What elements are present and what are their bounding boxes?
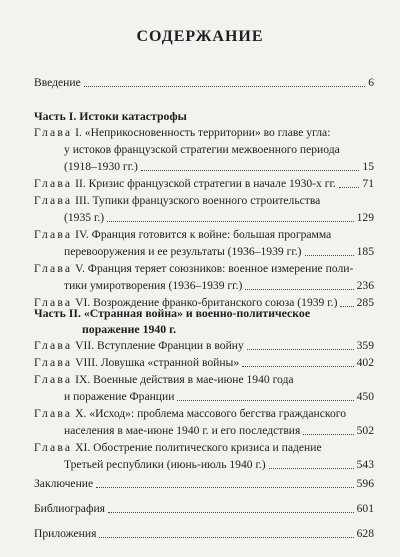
- dotted-leader: [108, 512, 354, 513]
- toc-chapter-entry: [34, 337, 374, 354]
- chapter-title-line: [34, 337, 374, 354]
- entry-page: 628: [356, 527, 374, 540]
- chapter-page-number: 129: [356, 211, 374, 224]
- chapter-title-continuation: [34, 277, 374, 294]
- chapter-text: Глава IX. Военные действия в мае-июне 1940 года: [34, 373, 294, 386]
- chapter-title-continuation: [34, 209, 374, 226]
- toc-chapter-entry: [34, 226, 374, 260]
- chapter-text: Глава II. Кризис французской стратегии в начале 1930-х гг.: [34, 177, 336, 190]
- page-title: СОДЕРЖАНИЕ: [136, 28, 264, 45]
- chapter-text: (1918–1930 гг.): [64, 160, 138, 173]
- chapter-title-line: [34, 371, 374, 388]
- chapter-page-number: 15: [362, 160, 374, 173]
- chapter-text: Третьей республики (июнь-июль 1940 г.): [64, 458, 266, 471]
- chapter-text: тики умиротворения (1936–1939 гг.): [64, 279, 243, 292]
- dotted-leader: [96, 487, 353, 488]
- chapter-title-line: [34, 354, 374, 371]
- chapter-title-continuation: [34, 456, 374, 473]
- dotted-leader: [177, 400, 353, 401]
- part-2-chapters: [34, 337, 374, 473]
- chapter-title-continuation: [34, 141, 374, 158]
- dotted-leader: [303, 434, 353, 435]
- entry-label: Введение: [34, 76, 81, 89]
- toc-entry-bibliography: [34, 500, 374, 517]
- entry-page: 596: [356, 477, 374, 490]
- part-2-title-line-2: поражение 1940 г.: [82, 322, 177, 336]
- dotted-leader: [242, 366, 353, 367]
- part-2-title-line-1: Часть II. «Странная война» и военно-политическое: [34, 306, 311, 320]
- chapter-title-continuation: [34, 388, 374, 405]
- chapter-text: Глава VI. Возрождение франко-британского союза (1939 г.): [34, 296, 338, 309]
- dotted-leader: [99, 537, 353, 538]
- toc-entry-intro: [34, 68, 374, 91]
- chapter-page-number: 185: [356, 245, 374, 258]
- chapter-text: Глава I. «Неприкосновенность территории» во главе угла:: [34, 126, 331, 139]
- chapter-page-number: 502: [356, 424, 374, 437]
- chapter-text: (1935 г.): [64, 211, 105, 224]
- chapter-title-line: [34, 439, 374, 456]
- chapter-text: у истоков французской стратегии межвоенного периода: [64, 143, 340, 156]
- toc-chapter-entry: [34, 354, 374, 371]
- chapter-text: Глава V. Франция теряет союзников: военное измерение поли-: [34, 262, 354, 275]
- chapter-text: Глава III. Тупики французского военного строительства: [34, 194, 321, 207]
- toc-chapter-entry: [34, 371, 374, 405]
- chapter-page-number: 359: [356, 339, 374, 352]
- chapter-title-line: [34, 260, 374, 277]
- part-1-section: [34, 108, 374, 311]
- chapter-text: Глава XI. Обострение политического кризиса и падение: [34, 441, 322, 454]
- chapter-title-continuation: [34, 243, 374, 260]
- chapter-page-number: 450: [356, 390, 374, 403]
- entry-label: Библиография: [34, 502, 106, 515]
- toc-entry-conclusion: [34, 475, 374, 492]
- dotted-leader: [339, 187, 360, 188]
- chapter-text: Глава VII. Вступление Франции в войну: [34, 339, 244, 352]
- chapter-title-line: [34, 124, 374, 141]
- chapter-title-line: [34, 226, 374, 243]
- dotted-leader: [107, 221, 353, 222]
- part-1-chapters: [34, 124, 374, 311]
- dotted-leader: [245, 289, 353, 290]
- toc-chapter-entry: [34, 192, 374, 226]
- dotted-leader: [269, 468, 354, 469]
- chapter-page-number: 236: [356, 279, 374, 292]
- entry-label: Приложения: [34, 527, 97, 540]
- chapter-page-number: 402: [356, 356, 374, 369]
- chapter-text: Глава IV. Франция готовится к войне: большая программа: [34, 228, 332, 241]
- toc-chapter-entry: [34, 260, 374, 294]
- chapter-text: перевооружения и ее результаты (1936–1939 гг.): [64, 245, 302, 258]
- entry-page: 601: [356, 502, 374, 515]
- chapter-title-line: [34, 175, 374, 192]
- dotted-leader: [84, 86, 365, 87]
- dotted-leader: [305, 255, 354, 256]
- chapter-title-continuation: [34, 158, 374, 175]
- chapter-text: Глава VIII. Ловушка «странной войны»: [34, 356, 240, 369]
- dotted-leader: [247, 349, 354, 350]
- chapter-page-number: 285: [356, 296, 374, 309]
- toc-chapter-entry: [34, 405, 374, 439]
- part-1-title: Часть I. Истоки катастрофы: [34, 109, 187, 123]
- chapter-text: и поражение Франции: [64, 390, 175, 403]
- chapter-title-continuation: [34, 422, 374, 439]
- toc-entry-appendix: [34, 525, 374, 542]
- part-2-section: [34, 305, 374, 473]
- dotted-leader: [141, 170, 360, 171]
- chapter-title-line: [34, 405, 374, 422]
- entry-label: Заключение: [34, 477, 94, 490]
- toc-chapter-entry: [34, 124, 374, 175]
- chapter-title-line: [34, 192, 374, 209]
- chapter-page-number: 543: [356, 458, 374, 471]
- chapter-text: Глава X. «Исход»: проблема массового бегства гражданского: [34, 407, 347, 420]
- toc-chapter-entry: [34, 175, 374, 192]
- toc-chapter-entry: [34, 439, 374, 473]
- entry-page: 6: [368, 76, 374, 89]
- chapter-text: населения в мае-июне 1940 г. и его последствия: [64, 424, 301, 437]
- chapter-page-number: 71: [362, 177, 374, 190]
